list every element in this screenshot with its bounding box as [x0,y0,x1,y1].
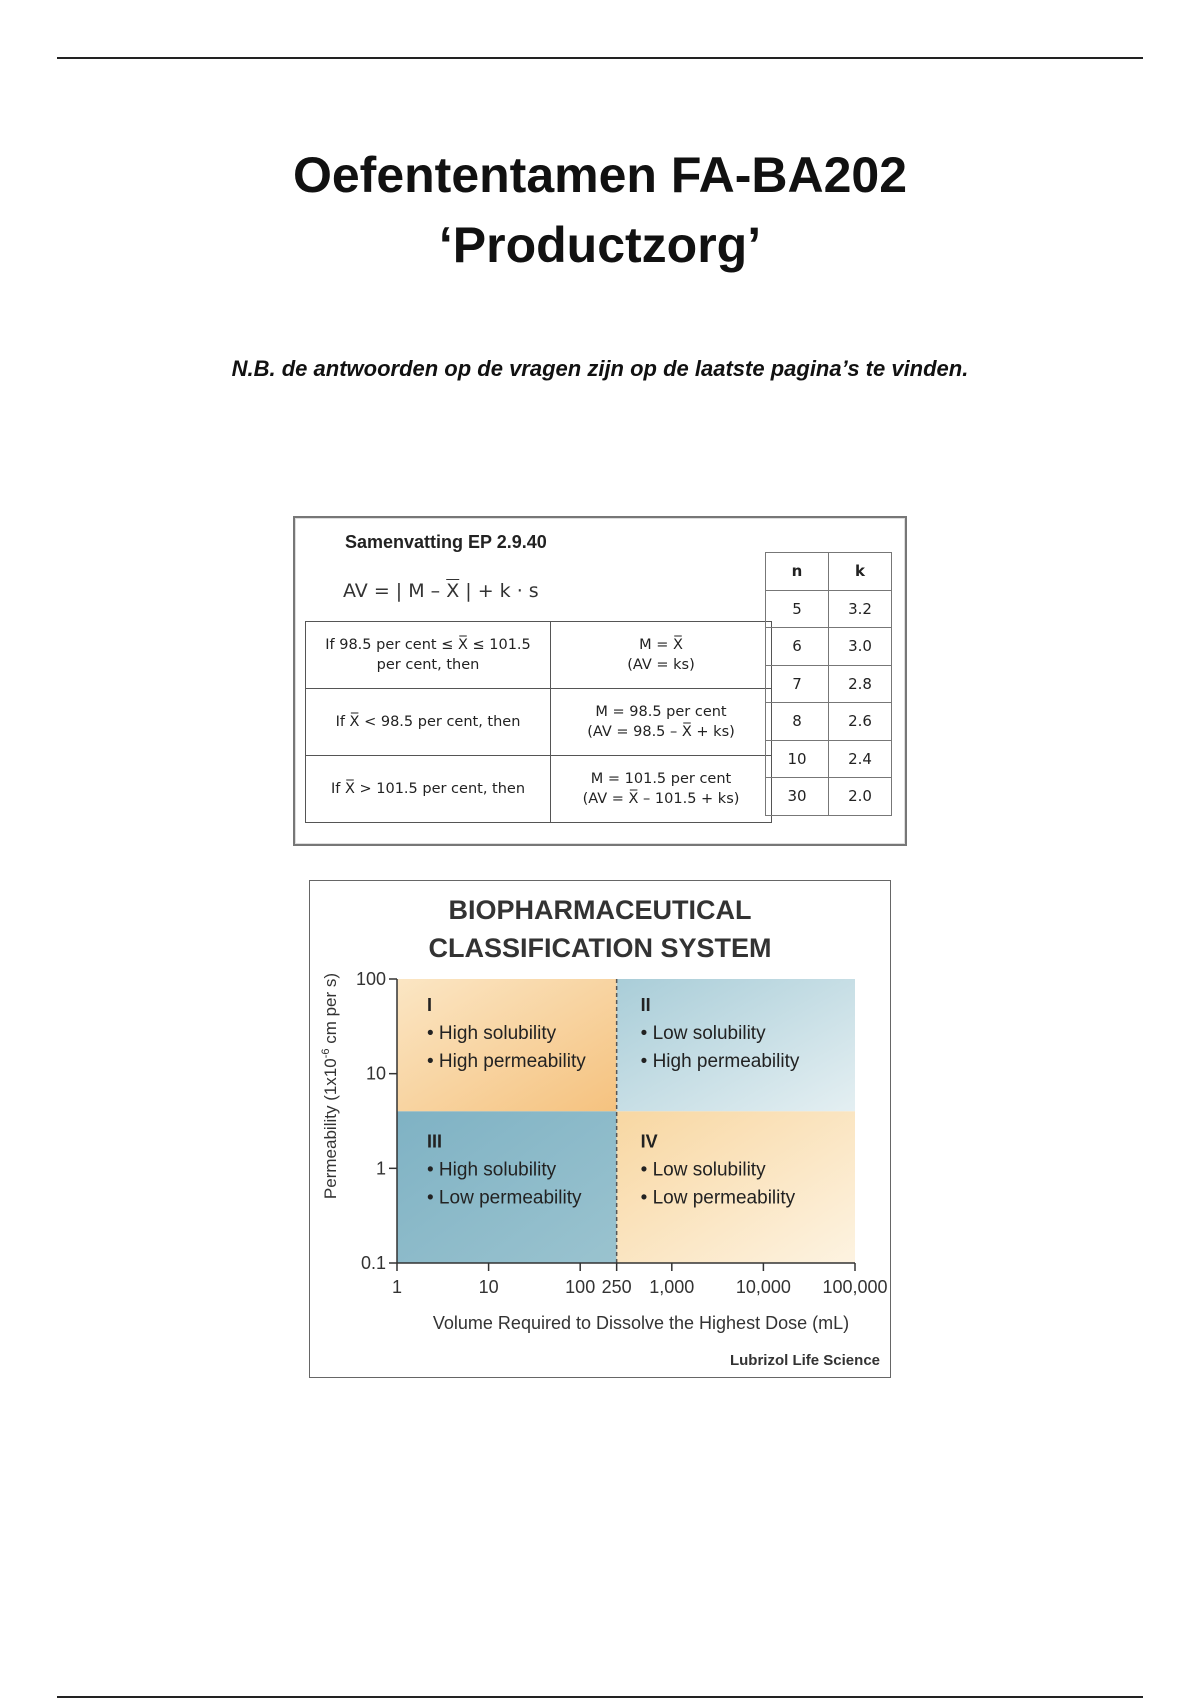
result-cell [551,622,772,689]
n-cell: 30 [766,778,829,816]
answers-note: N.B. de antwoorden op de vragen zijn op de laatste pagina’s te vinden. [231,356,969,381]
column-header-k: k [829,553,892,591]
n-cell: 8 [766,703,829,741]
condition-cell [306,689,551,756]
table-row [306,689,772,756]
table-row [306,622,772,689]
y-tick-label: 1 [375,1158,386,1179]
quadrant-solubility-text: • Low solubility [640,1023,766,1044]
top-rule [57,57,1143,59]
chart-title-line-1: BIOPHARMACEUTICAL [448,895,752,925]
k-cell: 3.2 [829,590,892,628]
y-label-suffix: cm per s) [321,972,340,1049]
k-cell: 2.0 [829,778,892,816]
condition-cell [306,756,551,823]
y-tick-label: 0.1 [360,1253,386,1273]
quadrant-permeability-text: • High permeability [640,1051,800,1072]
chart-credit: Lubrizol Life Science [729,1352,880,1369]
quadrant-number: I [427,995,433,1015]
result-text: M = 98.5 per cent [595,704,727,720]
condition-table [305,621,772,823]
n-cell: 5 [766,590,829,628]
x-tick-label: 1,000 [649,1277,695,1297]
column-header-n: n [766,553,829,591]
quadrant-ii [617,979,855,1111]
quadrant-number: IV [640,1131,658,1152]
quadrant-permeability-text: • Low permeability [427,1187,582,1209]
condition-text: per cent, then [376,657,480,673]
k-cell: 3.0 [829,628,892,666]
n-cell: 7 [766,665,829,703]
x-tick-label: 100,000 [822,1277,888,1297]
result-text: (AV = 98.5 – X̅ + ks) [587,724,735,740]
title-line-2: ‘Productzorg’ [438,217,762,273]
result-text: M = X̅ [639,637,683,653]
quadrant-permeability-text: • High permeability [427,1051,586,1072]
bcs-chart-svg [310,881,890,1377]
k-cell: 2.8 [829,665,892,703]
page-title [0,140,1200,280]
result-cell [551,689,772,756]
x-tick-label: 100 [565,1277,596,1297]
result-text: (AV = ks) [627,657,695,673]
result-text: M = 101.5 per cent [590,771,732,787]
result-text: (AV = X̅ – 101.5 + ks) [582,791,740,807]
n-cell: 10 [766,740,829,778]
x-tick-label: 250 [601,1277,632,1297]
acceptance-value-formula [343,580,539,602]
result-cell [551,756,772,823]
table-row [766,590,892,628]
quadrant-solubility-text: • High solubility [427,1159,557,1181]
formula-xbar: $\overline{X}$ [446,580,460,602]
table-row [766,778,892,816]
x-tick-label: 10 [478,1277,499,1297]
y-label-exponent: -6 [320,1048,332,1059]
formula-prefix: AV = | M – [343,580,447,602]
quadrant-permeability-text: • Low permeability [640,1187,796,1209]
table-row [306,756,772,823]
y-axis-label [320,973,340,1199]
quadrant-solubility-text: • Low solubility [640,1159,766,1181]
k-value-table [765,552,892,816]
n-cell: 6 [766,628,829,666]
quadrant-solubility-text: • High solubility [427,1023,557,1044]
k-cell: 2.4 [829,740,892,778]
chart-title-line-2: CLASSIFICATION SYSTEM [428,933,772,963]
table-row [766,628,892,666]
table-header-row [766,553,892,591]
quadrant-number: II [640,995,651,1015]
x-tick-label: 1 [391,1277,403,1297]
bottom-rule [57,1696,1143,1698]
table-row [766,665,892,703]
y-tick-label: 100 [355,969,386,989]
table-row [766,740,892,778]
x-axis-label: Volume Required to Dissolve the Highest Dose (mL) [432,1313,850,1333]
bcs-chart [309,880,891,1378]
y-label-prefix: Permeability (1x10 [321,1058,340,1200]
k-cell: 2.6 [829,703,892,741]
ep-summary-heading: Samenvatting EP 2.9.40 [345,532,547,552]
quadrant-number: III [427,1131,443,1152]
condition-text: If X̅ < 98.5 per cent, then [335,714,521,730]
formula-suffix: | + k · s [459,580,539,602]
condition-text: If X̅ > 101.5 per cent, then [330,781,526,797]
x-tick-label: 10,000 [735,1277,791,1297]
table-row [766,703,892,741]
condition-text: If 98.5 per cent ≤ X̅ ≤ 101.5 [325,637,531,653]
ep-summary-box [293,516,907,846]
y-tick-label: 10 [365,1063,386,1084]
title-line-1: Oefententamen FA-BA202 [292,147,908,203]
condition-cell [306,622,551,689]
